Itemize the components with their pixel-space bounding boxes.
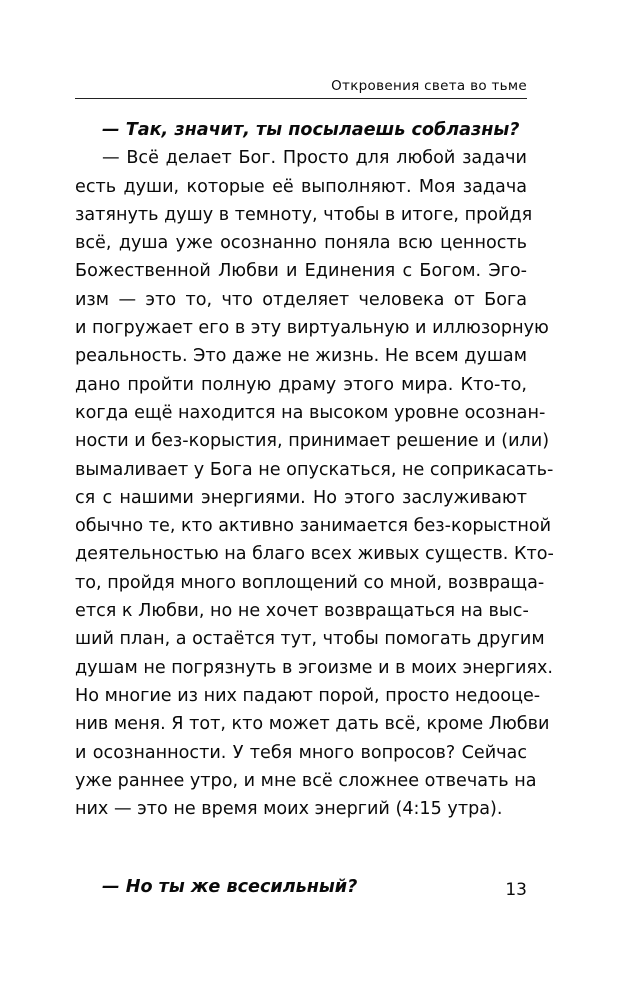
answer-line: то, пройдя много воплощений со мной, возвраща- (75, 572, 545, 593)
answer-line: них — это не время моих энергий (4:15 утра). (75, 799, 503, 820)
running-header (75, 74, 527, 99)
answer-line: и погружает его в эту виртуальную и иллюзорную (75, 318, 549, 339)
answer-line: дано пройти полную драму этого мира. Кто-то, (75, 374, 527, 395)
running-header-title: Откровения света во тьме (331, 78, 527, 94)
answer-line: изм — это то, что отделяет человека от Бога (75, 289, 527, 310)
page-number: 13 (505, 880, 527, 900)
answer-line: вымаливает у Бога не опускаться, не соприкасать- (75, 459, 554, 480)
answer-line: реальность. Это даже не жизнь. Не всем душам (75, 346, 527, 367)
answer-line: Божественной Любви и Единения с Богом. Эго- (75, 261, 527, 282)
answer-line: есть души, которые её выполняют. Моя задача (75, 176, 527, 197)
answer-line: ности и без-корыстия, принимает решение и (или) (75, 431, 550, 452)
question-line: — Но ты же всесильный? (102, 877, 358, 898)
answer-line: всё, душа уже осознанно поняла всю ценность (75, 233, 527, 254)
answer-line: когда ещё находится на высоком уровне осознан- (75, 402, 546, 423)
answer-line: и осознанности. У тебя много вопросов? Сейчас (75, 742, 527, 763)
page-body (75, 116, 554, 902)
paragraph-gap (75, 823, 527, 873)
answer-line: — Всё делает Бог. Просто для любой задачи (102, 148, 527, 169)
answer-line: ся с нашими энергиями. Но этого заслуживают (75, 487, 527, 508)
answer-line: обычно те, кто активно занимается без-корыстной (75, 516, 552, 537)
answer-line: душам не погрязнуть в эгоизме и в моих энергиях. (75, 657, 553, 678)
question-line: — Так, значит, ты посылаешь соблазны? (102, 120, 520, 140)
answer-line: затянуть душу в темноту, чтобы в итоге, пройдя (75, 204, 533, 225)
answer-line: уже раннее утро, и мне всё сложнее отвечать на (75, 770, 537, 791)
answer-line: нив меня. Я тот, кто может дать всё, кроме Любви (75, 714, 550, 735)
answer-line: ется к Любви, но не хочет возвращаться на выс- (75, 601, 529, 622)
answer-line: ший план, а остаётся тут, чтобы помогать другим (75, 629, 545, 650)
answer-line: деятельностью на благо всех живых существ. Кто- (75, 544, 554, 565)
answer-line: Но многие из них падают порой, просто недооце- (75, 685, 541, 706)
